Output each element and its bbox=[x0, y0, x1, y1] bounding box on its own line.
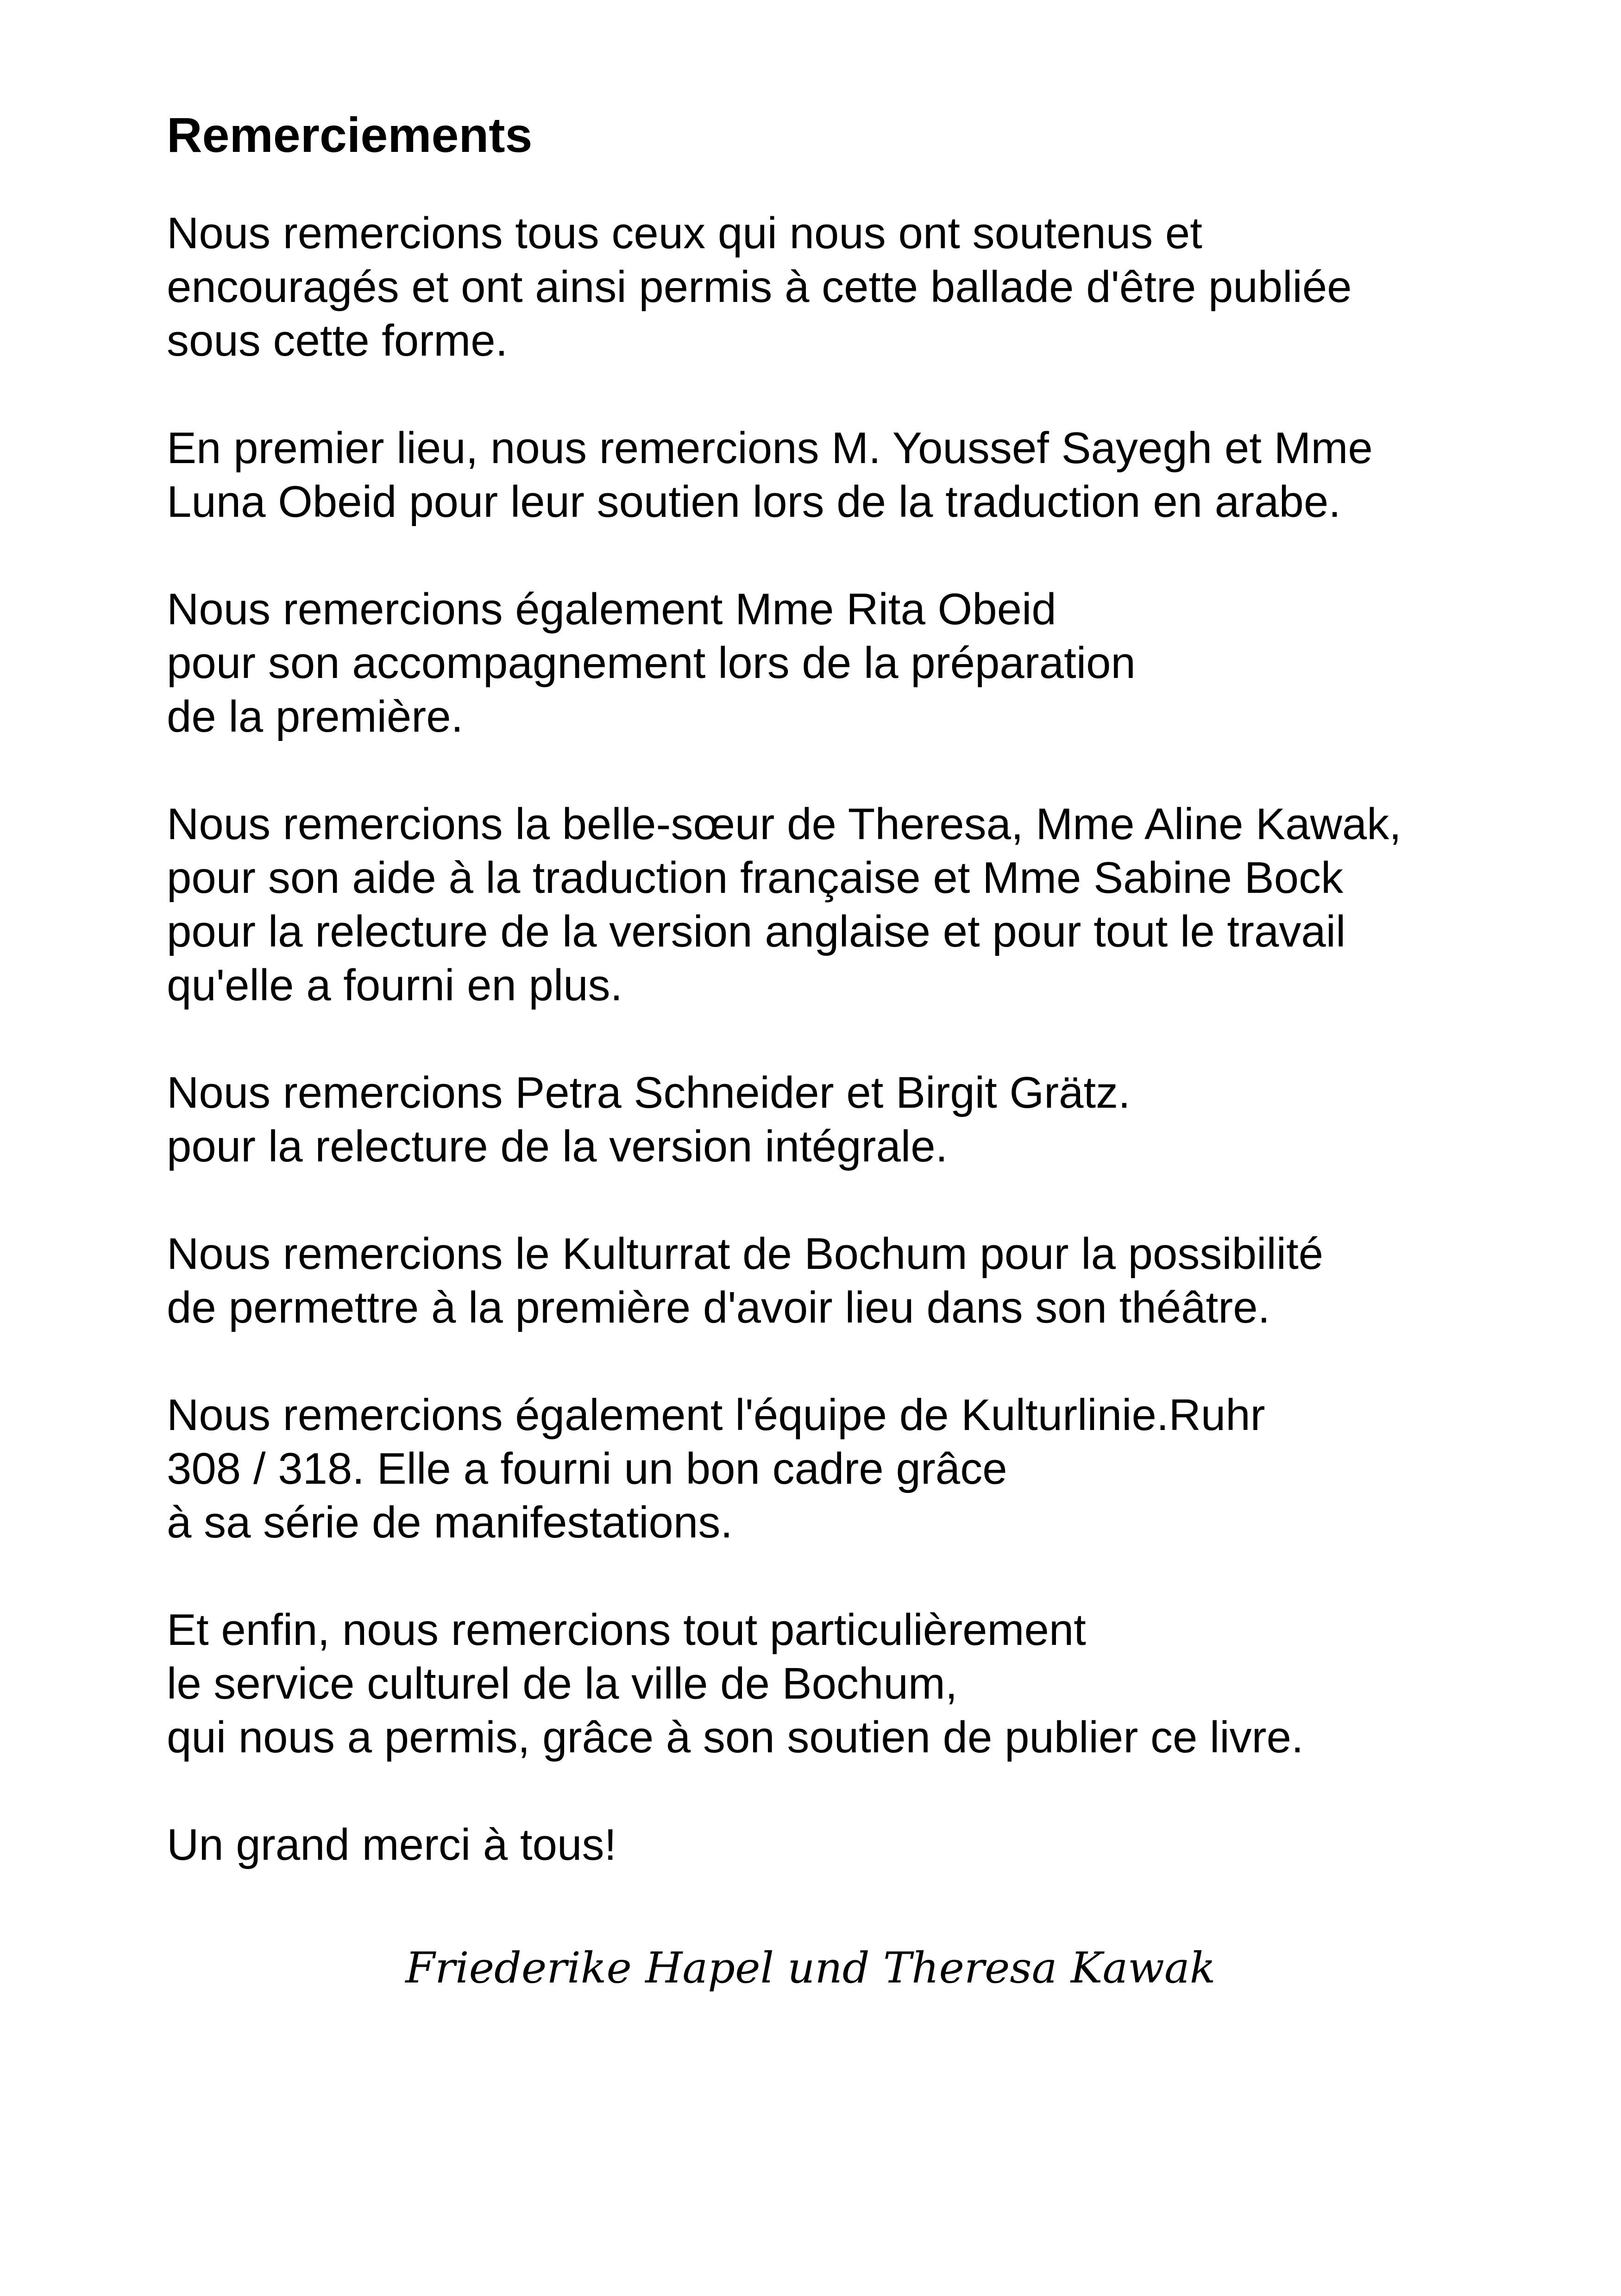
paragraph-thanks-kulturrat bbox=[167, 1227, 1556, 1335]
paragraph-line: Luna Obeid pour leur soutien lors de la traduction en arabe. bbox=[167, 477, 1341, 527]
page-title: Remerciements bbox=[167, 108, 533, 163]
paragraph-line: pour la relecture de la version anglaise et pour tout le travail bbox=[167, 907, 1346, 956]
paragraph-thanks-kulturlinie bbox=[167, 1388, 1556, 1549]
paragraph-thanks-general bbox=[167, 207, 1556, 368]
document-page bbox=[167, 103, 1556, 1926]
paragraph-line: Nous remercions tous ceux qui nous ont soutenus et bbox=[167, 208, 1202, 258]
paragraph-line: le service culturel de la ville de Bochum, bbox=[167, 1659, 958, 1708]
paragraph-line: qu'elle a fourni en plus. bbox=[167, 960, 623, 1010]
paragraph-line: de permettre à la première d'avoir lieu dans son théâtre. bbox=[167, 1283, 1270, 1332]
paragraph-thanks-french-english bbox=[167, 797, 1556, 1012]
paragraph-line: Un grand merci à tous! bbox=[167, 1820, 617, 1869]
paragraph-line: sous cette forme. bbox=[167, 316, 508, 365]
paragraph-thanks-proofreading bbox=[167, 1066, 1556, 1173]
paragraph-line: Et enfin, nous remercions tout particulièrement bbox=[167, 1605, 1086, 1655]
paragraph-line: pour son accompagnement lors de la préparation bbox=[167, 638, 1136, 688]
paragraph-line: Nous remercions la belle-sœur de Theresa, Mme Aline Kawak, bbox=[167, 799, 1401, 849]
paragraph-thanks-cultural-service bbox=[167, 1603, 1556, 1764]
paragraph-line: pour son aide à la traduction française et Mme Sabine Bock bbox=[167, 853, 1344, 903]
paragraph-line: Nous remercions le Kulturrat de Bochum pour la possibilité bbox=[167, 1229, 1324, 1279]
paragraph-closing bbox=[167, 1818, 1556, 1872]
paragraph-line: Nous remercions également l'équipe de Kulturlinie.Ruhr bbox=[167, 1390, 1265, 1440]
paragraph-line: encouragés et ont ainsi permis à cette ballade d'être publiée bbox=[167, 262, 1352, 312]
paragraph-line: de la première. bbox=[167, 692, 464, 741]
paragraph-line: qui nous a permis, grâce à son soutien de publier ce livre. bbox=[167, 1713, 1304, 1762]
paragraph-line: 308 / 318. Elle a fourni un bon cadre grâce bbox=[167, 1444, 1007, 1493]
paragraph-line: pour la relecture de la version intégrale. bbox=[167, 1122, 948, 1171]
paragraph-line: à sa série de manifestations. bbox=[167, 1498, 733, 1547]
paragraph-line: En premier lieu, nous remercions M. Youssef Sayegh et Mme bbox=[167, 423, 1373, 473]
signature: Friederike Hapel und Theresa Kawak bbox=[405, 1943, 1216, 1993]
paragraph-line: Nous remercions également Mme Rita Obeid bbox=[167, 584, 1056, 634]
paragraph-thanks-arabic-translation bbox=[167, 421, 1556, 529]
paragraph-thanks-premiere-preparation bbox=[167, 583, 1556, 744]
paragraph-line: Nous remercions Petra Schneider et Birgit Grätz. bbox=[167, 1068, 1131, 1117]
